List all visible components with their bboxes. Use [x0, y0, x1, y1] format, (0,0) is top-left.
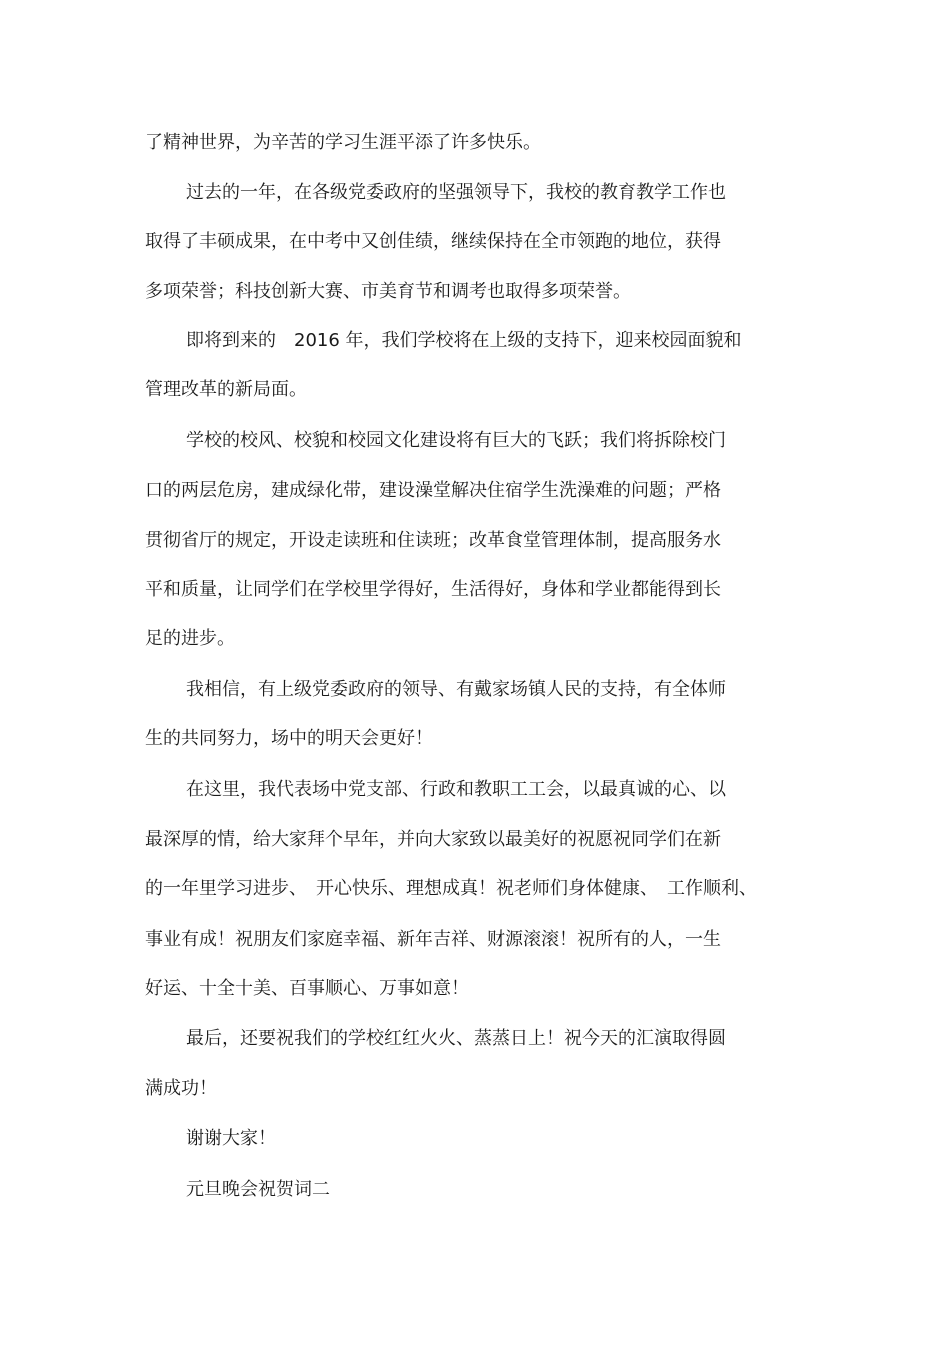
paragraph-line: 在这里，我代表场中党支部、行政和教职工工会，以最真诚的心、以 [186, 779, 726, 800]
paragraph-line: 学校的校风、校貌和校园文化建设将有巨大的飞跃；我们将拆除校门 [186, 430, 726, 451]
paragraph-line: 足的进步。 [145, 628, 235, 649]
paragraph-line: 事业有成！祝朋友们家庭幸福、新年吉祥、财源滚滚！祝所有的人，一生 [145, 929, 721, 950]
paragraph-line: 我相信，有上级党委政府的领导、有戴家场镇人民的支持，有全体师 [186, 679, 726, 700]
paragraph-line: 了精神世界，为辛苦的学习生涯平添了许多快乐。 [145, 132, 541, 153]
paragraph-line: 过去的一年，在各级党委政府的坚强领导下，我校的教育教学工作也 [186, 182, 726, 203]
paragraph-line: 取得了丰硕成果，在中考中又创佳绩，继续保持在全市领跑的地位，获得 [145, 231, 721, 252]
paragraph-line: 多项荣誉；科技创新大赛、市美育节和调考也取得多项荣誉。 [145, 281, 631, 302]
paragraph-line: 满成功！ [145, 1078, 217, 1099]
paragraph-line: 口的两层危房，建成绿化带，建设澡堂解决住宿学生洗澡难的问题；严格 [145, 480, 721, 501]
section-heading: 元旦晚会祝贺词二 [186, 1179, 330, 1200]
paragraph-line: 好运、十全十美、百事顺心、万事如意！ [145, 978, 469, 999]
paragraph-line: 的一年里学习进步、 开心快乐、理想成真！祝老师们身体健康、 工作顺利、 [145, 878, 757, 899]
paragraph-line: 管理改革的新局面。 [145, 379, 307, 400]
paragraph-line: 生的共同努力，场中的明天会更好！ [145, 728, 433, 749]
paragraph-line: 平和质量，让同学们在学校里学得好，生活得好，身体和学业都能得到长 [145, 579, 721, 600]
paragraph-line: 即将到来的 2016 年，我们学校将在上级的支持下，迎来校园面貌和 [186, 330, 742, 351]
paragraph-line: 贯彻省厅的规定，开设走读班和住读班；改革食堂管理体制，提高服务水 [145, 530, 721, 551]
paragraph-line: 最深厚的情，给大家拜个早年，并向大家致以最美好的祝愿祝同学们在新 [145, 829, 721, 850]
paragraph-line: 谢谢大家！ [186, 1128, 276, 1149]
paragraph-line: 最后，还要祝我们的学校红红火火、蒸蒸日上！祝今天的汇演取得圆 [186, 1028, 726, 1049]
